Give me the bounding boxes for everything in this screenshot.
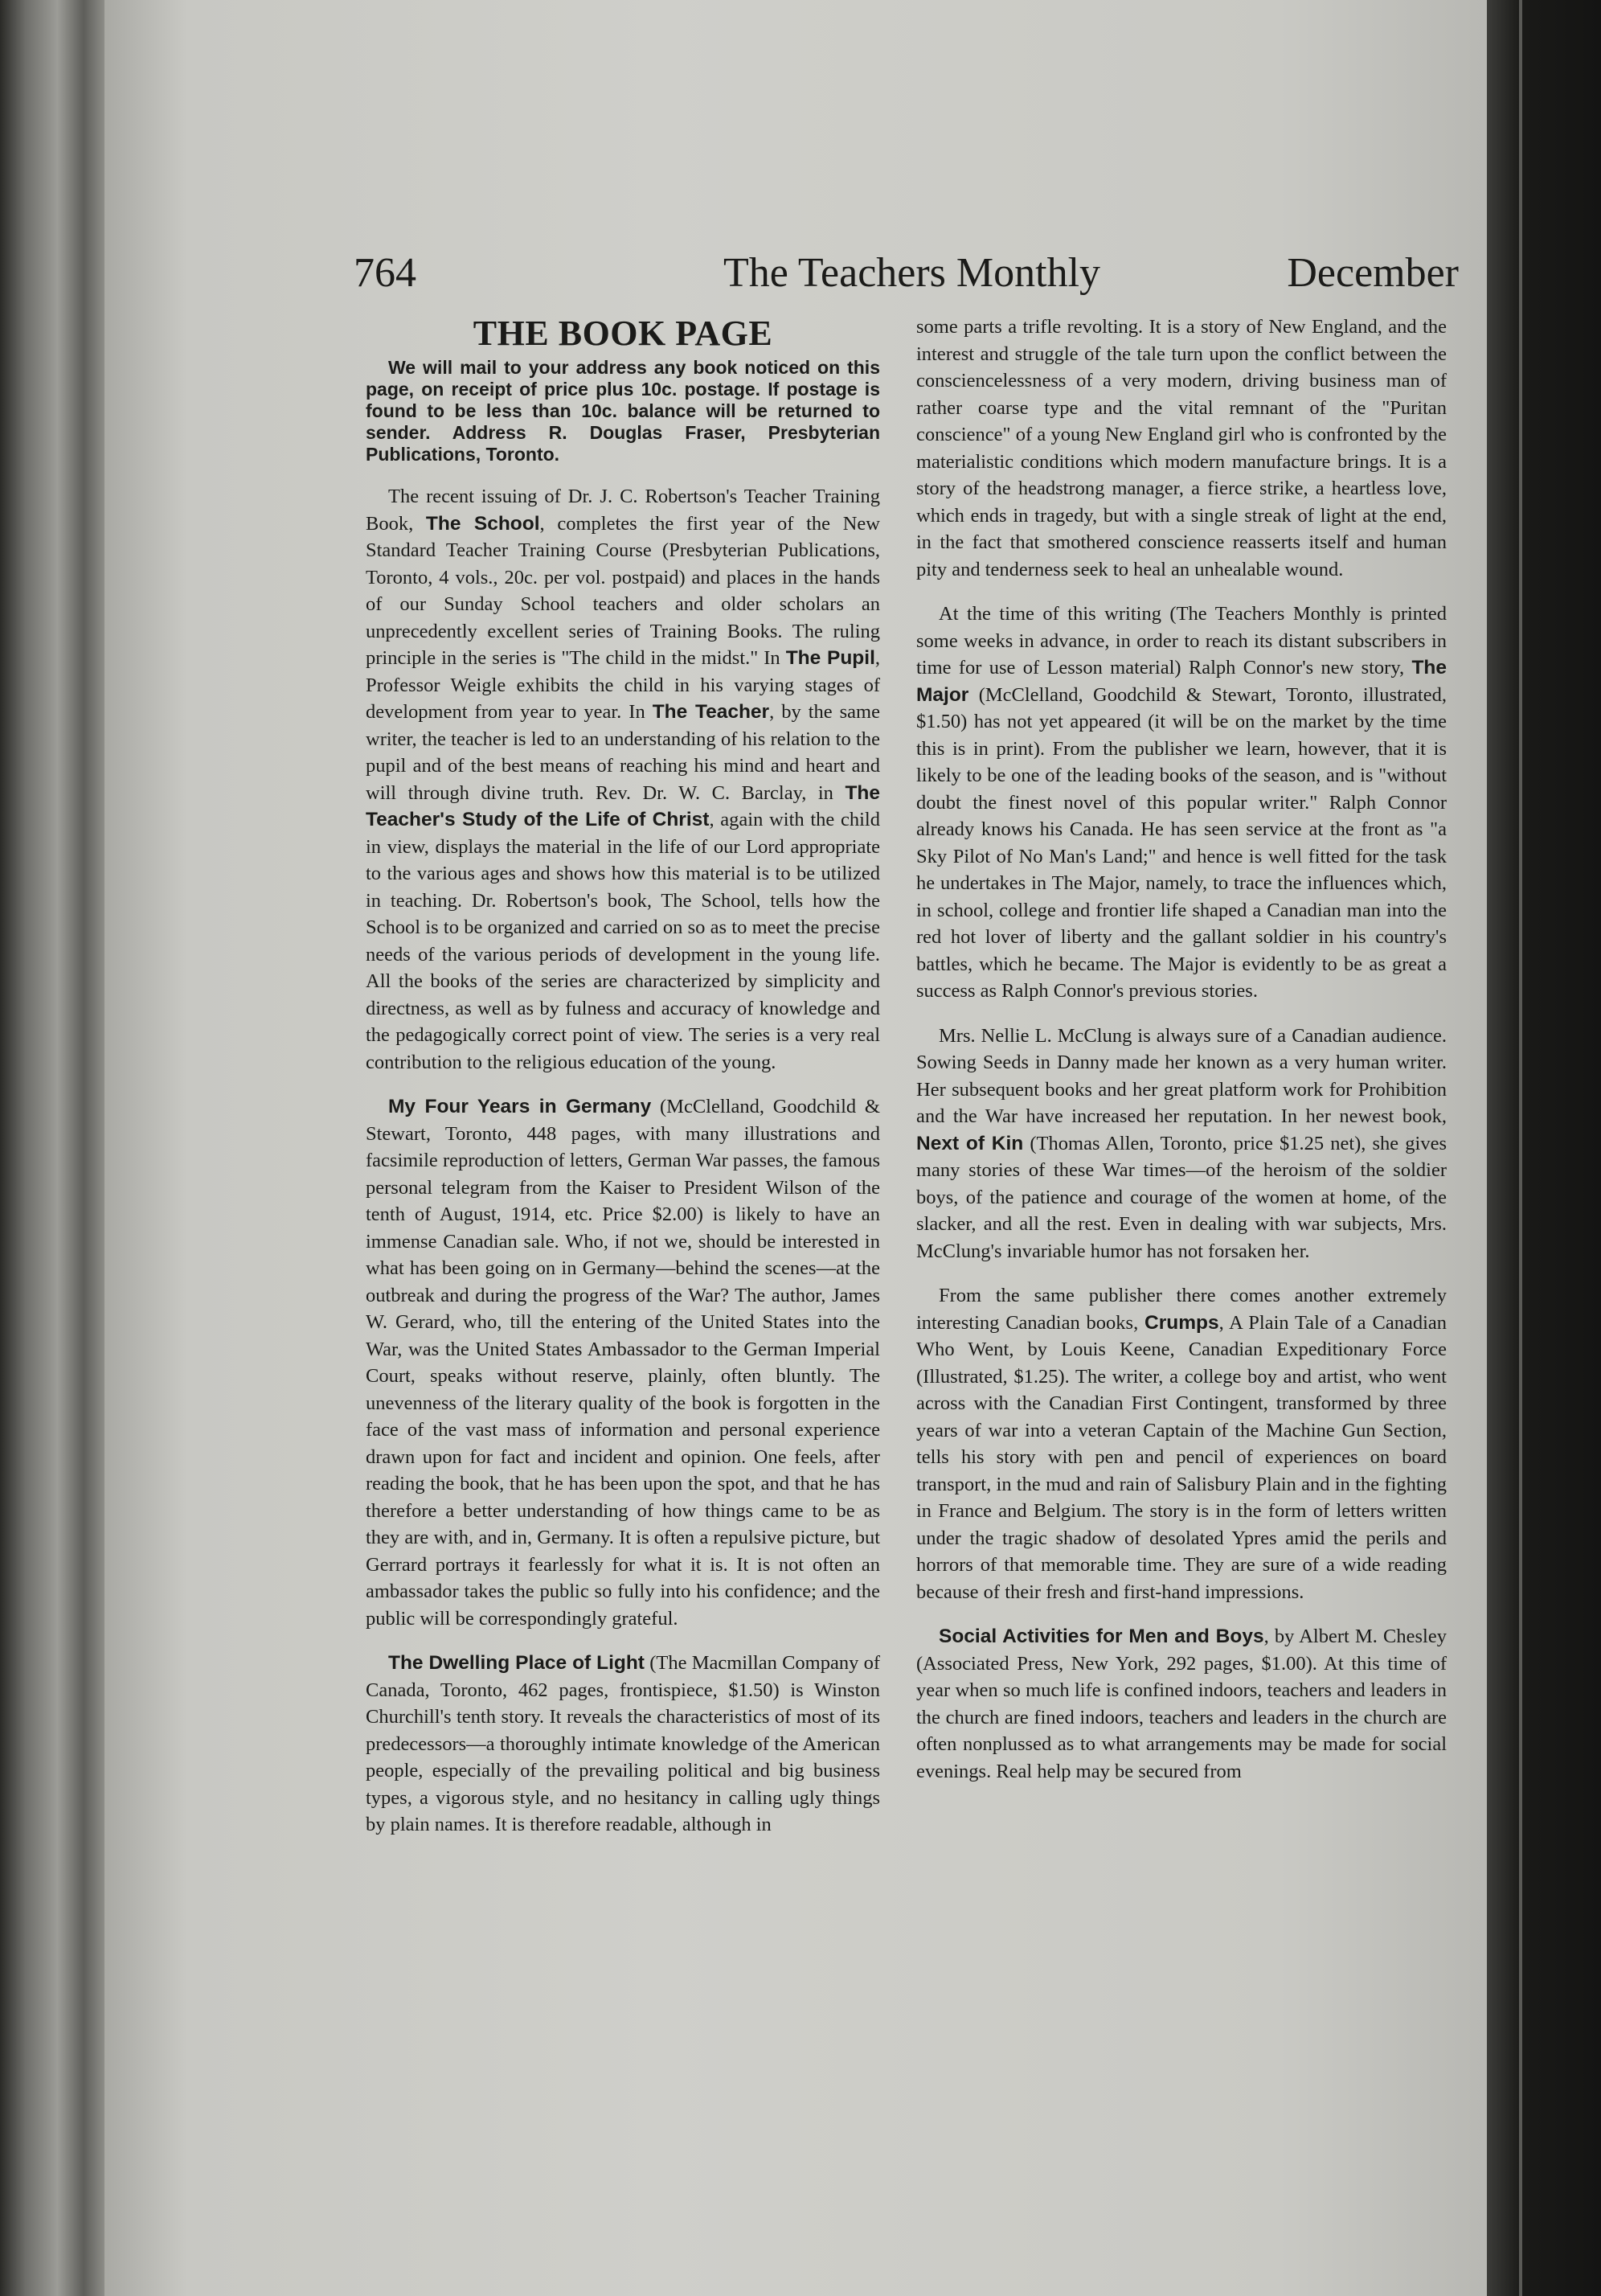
left-column — [366, 314, 880, 1856]
book-title: The School — [425, 512, 540, 535]
book-title: My Four Years in Germany — [388, 1096, 652, 1117]
section-title: THE BOOK PAGE — [473, 314, 773, 353]
text: , A Plain Tale of a Canadian Who Went, by Louis Keene, Canadian Expeditionary Force (Illustrated, $1.25). The writer, a college boy and artist, who went across with the Canadian First Contingent, transformed by three years of war into a veteran Captain of the Machine Gun Section, tells his story with pen and pencil of experiences on board transport, in the mud and rain of Salisbury Plain and in the fighting in France and Belgium. The story is in the form of letters written under the tragic shadow of desolated Ypres amid the perils and horrors of that memorable time. They are sure of a wide reading because of their fresh and first-hand impressions. — [916, 1311, 1447, 1603]
text: , by Albert M. Chesley (Associated Press, New York, 292 pages, $1.00). At this time of year when so much life is confined indoors, teachers and leaders in the church are fined indoors, teachers and leaders in the church are often nonplussed as to what arrangements may be made for social evenings. Real help may be secured from — [916, 1626, 1447, 1782]
book-title: The Pupil — [785, 647, 875, 669]
facing-page-edge — [1487, 0, 1601, 2296]
review-dwelling-place-of-light — [366, 1650, 880, 1839]
book-title: Next of Kin — [916, 1132, 1024, 1154]
right-column — [916, 314, 1447, 1802]
text: (The Macmillan Company of Canada, Toronto, 462 pages, frontispiece, $1.50) is Winston Churchill's tenth story. It reveals the characteristics of most of its predecessors—a thoroughly intimate knowledge of the American people, especially of the prevailing political and big business types, a vigorous style, and no hesitancy in calling ugly things by plain names. It is therefore readable, although in — [366, 1652, 880, 1835]
book-title: The Teacher — [652, 701, 770, 723]
review-crumps — [916, 1282, 1447, 1605]
review-teacher-training — [366, 483, 880, 1076]
book-title: The Dwelling Place of Light — [388, 1652, 645, 1674]
text: , completes the first year of the New Standard Teacher Training Course (Presbyterian Publications, Toronto, 4 vols., 20c. per vol. postpaid) and places in the hands of our Sunday School teachers and older scholars an unprecedently excellent series of Training Books. The ruling principle in the series is "The child in the midst." In — [366, 512, 880, 669]
text: (Thomas Allen, Toronto, price $1.25 net), she gives many stories of these War times—of the heroism of the soldier boys, of the patience and courage of the women at home, of the slacker, and all the rest. Even in dealing with war subjects, Mrs. McClung's invariable humor has not forsaken her. — [916, 1132, 1447, 1262]
book-title: Social Activities for Men and Boys — [939, 1626, 1264, 1647]
text: From the same publisher there comes another extremely interesting Canadian books, — [916, 1285, 1447, 1334]
text: (McClelland, Goodchild & Stewart, Toronto, illustrated, $1.50) has not yet appeared (it will be on the market by the time this is in print). From the publisher we learn, however, that it is likely to be one of the leading books of the season, and is "without doubt the finest novel of this popular writer." Ralph Connor already knows his Canada. He has seen service at the front as "a Sky Pilot of No Man's Land;" and hence is well fitted for the task he undertakes in The Major, namely, to trace the influences which, in school, college and frontier life shaped a Canadian man into the red hot lover of liberty and the gallant soldier in his country's battles, which he became. The Major is evidently to be as great a success as Ralph Connor's previous stories. — [916, 683, 1447, 1002]
page-number: 764 — [354, 250, 416, 296]
text: Mrs. Nellie L. McClung is always sure of a Canadian audience. Sowing Seeds in Danny made her known as a very human writer. Her subsequent books and her great platform work for Prohibition and the War have increased her reputation. In her newest book, — [916, 1024, 1447, 1127]
book-title: The Teacher's Study of the Life of Christ — [366, 781, 880, 830]
review-the-major — [916, 601, 1447, 1005]
book-title: Crumps — [1144, 1311, 1219, 1334]
mail-notice: We will mail to your address any book noticed on this page, on receipt of price plus 10c. postage. If postage is found to be less than 10c. balance will be returned to sender. Address R. Douglas Fraser, Presbyterian Publications, Toronto. — [366, 357, 880, 465]
issue-month: December — [1287, 250, 1459, 296]
text: (McClelland, Goodchild & Stewart, Toronto, 448 pages, with many illustrations and facsimile reproduction of letters, German War passes, the famous personal telegram from the Kaiser to President Wilson of the tenth of August, 1914, etc. Price $2.00) is likely to have an immense Canadian sale. Who, if not we, should be interested in what has been going on in Germany—behind the scenes—at the outbreak and during the progress of the War? The author, James W. Gerard, who, till the entering of the United States into the War, was the United States Ambassador to the German Imperial Court, speaks without reserve, plainly, often bluntly. The unevenness of the literary quality of the book is forgotten in the face of the vast mass of information and personal experience drawn upon for fact and incident and opinion. One feels, after reading the book, that he has been upon the spot, and that he has therefore a better understanding of how things came to be as they are with, and in, Germany. It is often a repulsive picture, but Gerrard portrays it fearlessly for what it is. It is not often an ambassador takes the public so fully into his confidence; and the public will be correspondingly grateful. — [366, 1096, 880, 1630]
text: The recent issuing of Dr. J. C. Robertson's Teacher Training Book, — [366, 486, 880, 535]
review-next-of-kin — [916, 1023, 1447, 1265]
journal-title: The Teachers Monthly — [723, 250, 1101, 296]
book-spine — [0, 0, 104, 2296]
review-social-activities — [916, 1623, 1447, 1785]
text: At the time of this writing (The Teachers Monthly is printed some weeks in advance, in order to reach its distant subscribers in time for use of Lesson material) Ralph Connor's new story, — [916, 603, 1447, 679]
text: , Professor Weigle exhibits the child in his varying stages of development from year to year. In — [366, 647, 881, 723]
review-continuation: some parts a trifle revolting. It is a story of New England, and the interest and struggle of the tale turn upon the conflict between the consciencelessness of a very modern, driving business man of rather coarse type and the vital remnant of the "Puritan conscience" of a young New England girl who is confronted by the materialistic conditions which modern manufacture brings. It is a story of the headstrong manager, a fierce strike, a heartless love, which ends in tragedy, but with a single streak of light at the end, in the fact that smothered conscience reasserts itself and human pity and tenderness seek to heal an unhealable wound. — [916, 316, 1447, 580]
review-four-years-germany — [366, 1093, 880, 1632]
book-title: The Major — [916, 657, 1447, 706]
text: , again with the child in view, displays the material in the life of our Lord appropriate to the various ages and shows how this material is to be utilized in teaching. Dr. Robertson's book, The School, tells how the School is to be organized and carried on so as to meet the precise needs of the various periods of development in the young life. All the books of the series are characterized by simplicity and directness, as well as by fulness and accuracy of knowledge and the pedagogically correct point of view. The series is a very real contribution to the religious education of the young. — [366, 809, 880, 1073]
running-header — [354, 241, 1459, 305]
text: , by the same writer, the teacher is led to an understanding of his relation to the pupil and of the best means of reaching his mind and heart and will through divine truth. Rev. Dr. W. C. Barclay, in — [366, 701, 880, 804]
